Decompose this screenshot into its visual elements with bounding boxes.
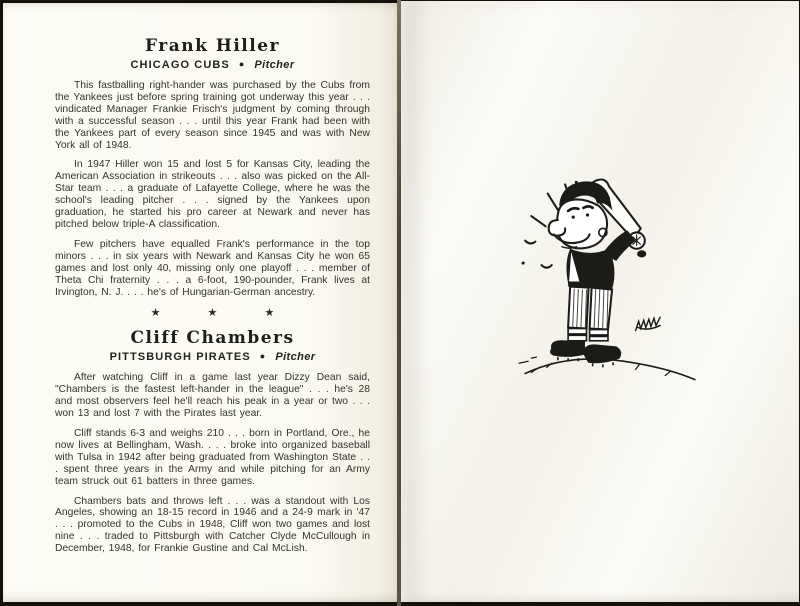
stars-separator: ★ ★ ★ xyxy=(150,307,297,320)
bio-paragraph: This fastballing right-hander was purchased by the Cubs from the Yankees just before spring training got underway this year . . . vindicated Manager Frankie Frisch's judgment by coming through with a successful season . . . until this year Frank had been with the Yankees part of every season since 1945 and was with New York all of 1948. xyxy=(55,80,370,151)
player-section-frank-hiller xyxy=(55,36,370,298)
bat-knob xyxy=(637,250,646,257)
cartoon-baseball-batter-icon xyxy=(517,177,701,387)
dazzle-dot xyxy=(522,262,525,265)
bio-paragraph: In 1947 Hiller won 15 and lost 5 for Kansas City, leading the American Association in strikeouts . . . also was picked on the All-Star team . . . a graduate of Lafayette College, where he was the school's leading pitcher . . . signed by the Yankees upon graduation, he started his pro career at Newark and never has pitched below triple-A classification. xyxy=(55,159,370,230)
player-name: Frank Hiller xyxy=(144,36,280,56)
team-name: CHICAGO CUBS xyxy=(130,59,230,71)
stirrup-socks xyxy=(568,329,608,341)
bio-paragraph: After watching Cliff in a game last year Dizzy Dean said, "Chambers is the fastest left-hander in the league" . . . he's 28 and most observers feel he'll reach his peak in a year or two . . . won 13 and lost 7 with the Pirates last year. xyxy=(55,372,370,420)
bio-paragraph: Cliff stands 6-3 and weighs 210 . . . born in Portland, Ore., he now lives at Bellingham, Wash. . . . broke into organized baseball with Tulsa in 1942 after being graduated from Washington State . . . spent three years in the Army and while pitching for an Army team struck out 61 batters in three games. xyxy=(55,428,370,487)
pinstriped-pants xyxy=(568,287,612,330)
bio-paragraph: Chambers bats and throws left . . . was a standout with Los Angeles, showing an 18-15 record in 1946 and a 24-9 mark in '47 . . . promoted to the Cubs in 1948, Cliff won two games and lost nine . . . traded to Pittsburgh with Catcher Clyde McCullough in December, 1948, for Frankie Gustine and Cal McLish. xyxy=(55,495,370,555)
bullet-icon: ● xyxy=(259,351,267,362)
team-line xyxy=(55,351,370,363)
left-page-content xyxy=(55,36,370,563)
bullet-icon: ● xyxy=(238,59,246,69)
player-section-cliff-chambers xyxy=(55,328,370,555)
artist-signature xyxy=(636,317,661,330)
player-name: Cliff Chambers xyxy=(130,328,295,349)
right-page xyxy=(401,1,799,602)
left-page xyxy=(3,3,397,602)
player-bio xyxy=(55,80,370,298)
bio-paragraph: Few pitchers have equalled Frank's performance in the top minors . . . in six years with Newark and Kansas City he won 65 games and lost only 40, missing only one playoff . . . member of Theta Chi fraternity . . . a 6-foot, 190-pounder, Frank lives at Irvington, N. J. . . . he's of Hungarian-German ancestry. xyxy=(55,238,370,298)
team-line xyxy=(55,59,370,71)
player-position: Pitcher xyxy=(275,351,316,364)
player-position: Pitcher xyxy=(254,59,295,71)
team-name: PITTSBURGH PIRATES xyxy=(109,351,251,364)
batter-face xyxy=(549,199,607,248)
player-bio xyxy=(55,372,370,555)
